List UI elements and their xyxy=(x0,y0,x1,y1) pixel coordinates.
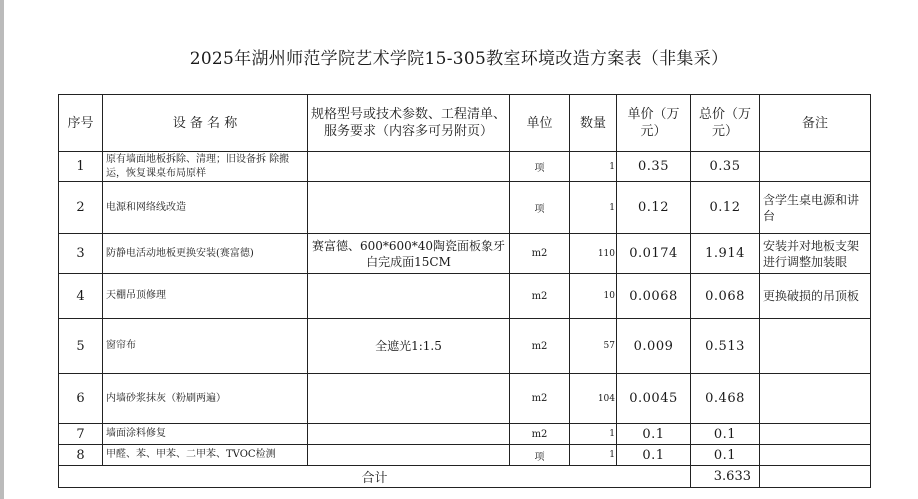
table-row xyxy=(59,274,871,319)
table-row xyxy=(59,445,871,466)
item-note: 更换破损的吊顶板 xyxy=(760,274,871,319)
item-unit-price: 0.1 xyxy=(617,445,691,466)
item-total-price: 0.35 xyxy=(691,152,760,182)
item-note xyxy=(760,152,871,182)
header-unit-price: 单价（万元） xyxy=(617,95,691,152)
header-qty: 数量 xyxy=(570,95,617,152)
item-qty: 1 xyxy=(570,445,617,466)
item-unit: 项 xyxy=(510,152,570,182)
header-unit: 单位 xyxy=(510,95,570,152)
header-name: 设 备 名 称 xyxy=(103,95,308,152)
item-qty: 1 xyxy=(570,424,617,445)
page-edge-shadow xyxy=(0,0,4,499)
item-unit: m2 xyxy=(510,274,570,319)
item-note xyxy=(760,445,871,466)
table-row xyxy=(59,182,871,234)
item-unit: 项 xyxy=(510,445,570,466)
item-total-price: 0.068 xyxy=(691,274,760,319)
item-name: 墙面涂料修复 xyxy=(103,424,308,445)
item-name: 防静电活动地板更换安装(赛富德) xyxy=(103,234,308,274)
row-number: 6 xyxy=(59,374,103,424)
item-qty: 1 xyxy=(570,182,617,234)
table-row xyxy=(59,424,871,445)
item-unit: 项 xyxy=(510,182,570,234)
row-number: 2 xyxy=(59,182,103,234)
item-qty: 104 xyxy=(570,374,617,424)
header-note: 备注 xyxy=(760,95,871,152)
item-unit-price: 0.35 xyxy=(617,152,691,182)
summary-note xyxy=(760,466,871,488)
item-name: 原有墙面地板拆除、清理；旧设备拆 除搬运，恢复课桌布局原样 xyxy=(103,152,308,182)
item-qty: 1 xyxy=(570,152,617,182)
table-row xyxy=(59,374,871,424)
summary-row xyxy=(59,466,871,488)
item-unit-price: 0.009 xyxy=(617,319,691,374)
item-name: 甲醛、苯、甲苯、二甲苯、TVOC检测 xyxy=(103,445,308,466)
item-spec xyxy=(308,374,510,424)
item-unit: m2 xyxy=(510,374,570,424)
header-total-price: 总价（万元） xyxy=(691,95,760,152)
item-name: 电源和网络线改造 xyxy=(103,182,308,234)
item-unit-price: 0.1 xyxy=(617,424,691,445)
row-number: 4 xyxy=(59,274,103,319)
item-note: 安装并对地板支架进行调整加装眼 xyxy=(760,234,871,274)
item-spec xyxy=(308,182,510,234)
row-number: 7 xyxy=(59,424,103,445)
header-spec: 规格型号或技术参数、工程清单、服务要求（内容多可另附页） xyxy=(308,95,510,152)
item-total-price: 0.12 xyxy=(691,182,760,234)
item-total-price: 0.468 xyxy=(691,374,760,424)
item-spec: 赛富德、600*600*40陶瓷面板象牙白完成面15CM xyxy=(308,234,510,274)
item-unit: m2 xyxy=(510,234,570,274)
item-unit-price: 0.0045 xyxy=(617,374,691,424)
table-row xyxy=(59,152,871,182)
item-unit-price: 0.0068 xyxy=(617,274,691,319)
budget-table xyxy=(58,94,871,488)
row-number: 1 xyxy=(59,152,103,182)
item-total-price: 0.513 xyxy=(691,319,760,374)
item-name: 内墙砂浆抹灰（粉刷两遍） xyxy=(103,374,308,424)
table-row xyxy=(59,234,871,274)
item-qty: 57 xyxy=(570,319,617,374)
row-number: 8 xyxy=(59,445,103,466)
item-unit-price: 0.12 xyxy=(617,182,691,234)
item-spec xyxy=(308,424,510,445)
item-spec xyxy=(308,152,510,182)
item-name: 窗帘布 xyxy=(103,319,308,374)
header-no: 序号 xyxy=(59,95,103,152)
item-note xyxy=(760,424,871,445)
item-total-price: 1.914 xyxy=(691,234,760,274)
item-spec xyxy=(308,274,510,319)
item-qty: 110 xyxy=(570,234,617,274)
row-number: 3 xyxy=(59,234,103,274)
item-unit-price: 0.0174 xyxy=(617,234,691,274)
item-note: 含学生桌电源和讲台 xyxy=(760,182,871,234)
page-title: 2025年湖州师范学院艺术学院15-305教室环境改造方案表（非集采） xyxy=(189,49,729,69)
item-spec xyxy=(308,445,510,466)
table-header-row xyxy=(59,95,871,152)
item-qty: 10 xyxy=(570,274,617,319)
item-spec: 全遮光1:1.5 xyxy=(308,319,510,374)
item-unit: m2 xyxy=(510,424,570,445)
row-number: 5 xyxy=(59,319,103,374)
item-note xyxy=(760,374,871,424)
summary-total: 3.633 xyxy=(691,466,760,488)
table-row xyxy=(59,319,871,374)
item-note xyxy=(760,319,871,374)
item-unit: m2 xyxy=(510,319,570,374)
item-total-price: 0.1 xyxy=(691,424,760,445)
summary-label: 合计 xyxy=(59,466,691,488)
item-name: 天棚吊顶修理 xyxy=(103,274,308,319)
item-total-price: 0.1 xyxy=(691,445,760,466)
